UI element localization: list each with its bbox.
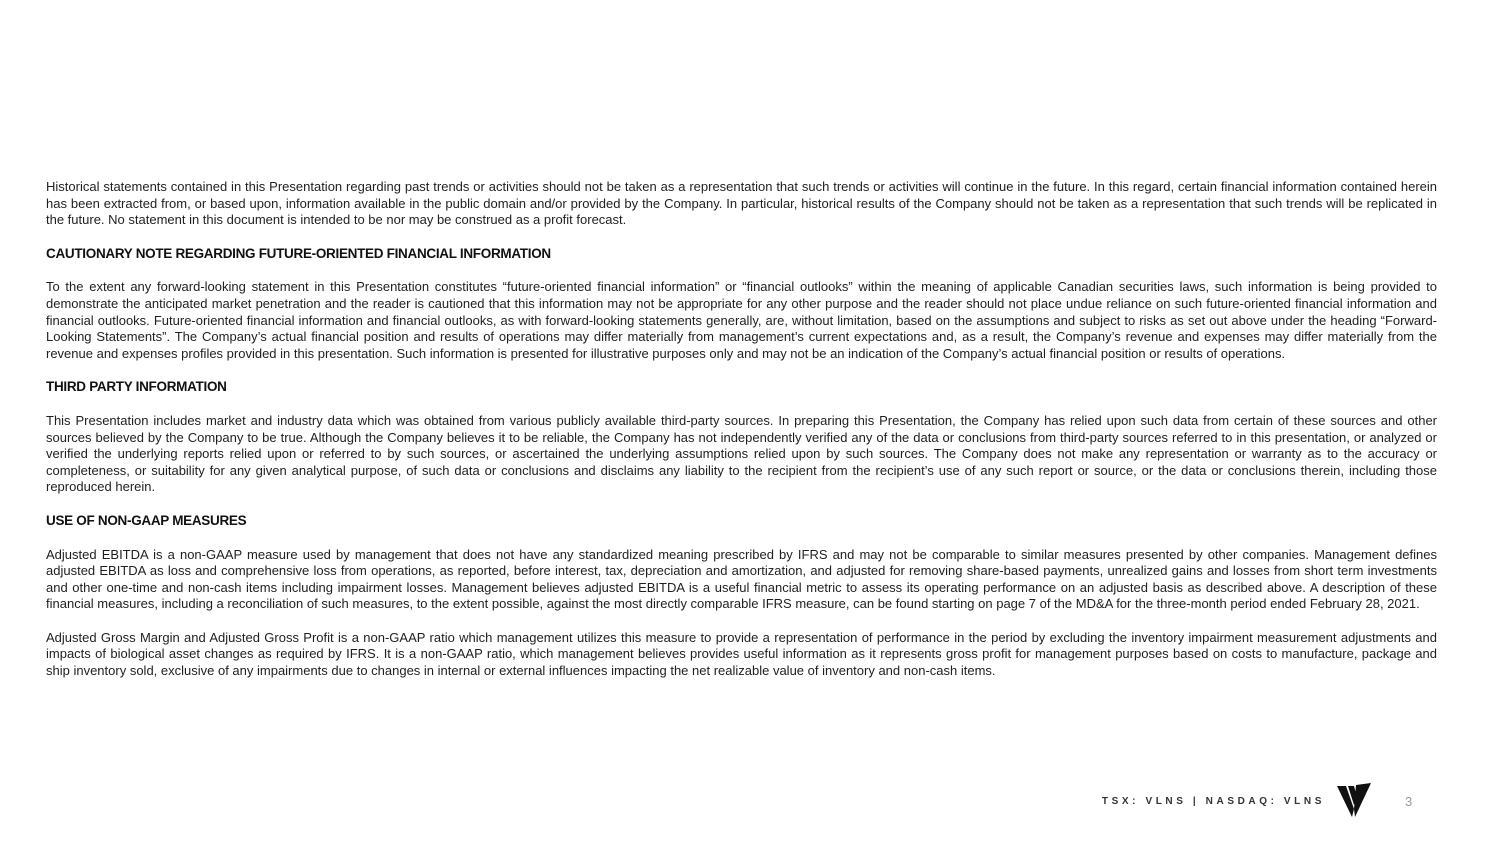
non-gaap-paragraph-gross-margin: Adjusted Gross Margin and Adjusted Gross Profit is a non-GAAP ratio which management utilizes this measure to provide a representation of performance in the period by excluding the inventory impairment measurement adjustments and impacts of biological asset changes as required by IFRS. It is a non-GAAP ratio, which management believes provides useful information as it represents gross profit for management purposes based on costs to manufacture, package and ship inventory sold, exclusive of any impairments due to changes in internal or external influences impacting the net realizable value of inventory and non-cash items. [46,629,1437,679]
historical-statements-paragraph: Historical statements contained in this Presentation regarding past trends or activities should not be taken as a representation that such trends or activities will continue in the future. In this regard, certain financial information contained herein has been extracted from, or based upon, information available in the public domain and/or provided by the Company. In particular, historical results of the Company should not be taken as a representation that such trends will be replicated in the future. No statement in this document is intended to be nor may be construed as a profit forecast. [46,179,1437,228]
fofi-paragraph: To the extent any forward-looking statement in this Presentation constitutes “future-oriented financial information” or “financial outlooks” within the meaning of applicable Canadian securities laws, such information is being provided to demonstrate the anticipated market penetration and the reader is cautioned that this information may not be appropriate for any other purpose and the reader should not place undue reliance on such future-oriented financial information and financial outlooks. Future-oriented financial information and financial outlooks, as with forward-looking statements generally, are, without limitation, based on the assumptions and subject to risks as set out above under the heading “Forward-Looking Statements”. The Company’s actual financial position and results of operations may differ materially from management’s current expectations and, as a result, the Company’s revenue and expenses may differ materially from the revenue and expenses profiles provided in this presentation. Such information is presented for illustrative purposes only and may not be an indication of the Company’s actual financial position or results of operations. [46,279,1437,361]
fofi-heading: CAUTIONARY NOTE REGARDING FUTURE-ORIENTED FINANCIAL INFORMATION [46,245,551,261]
third-party-heading: THIRD PARTY INFORMATION [46,379,227,395]
page-number: 3 [1405,794,1413,809]
non-gaap-paragraph-ebitda: Adjusted EBITDA is a non-GAAP measure used by management that does not have any standardized meaning prescribed by IFRS and may not be comparable to similar measures presented by other companies. Management defines adjusted EBITDA as loss and comprehensive loss from operations, as reported, before interest, tax, depreciation and amortization, and adjusted for removing share-based payments, unrealized gains and losses from short term investments and other one-time and non-cash items including impairment losses. Management believes adjusted EBITDA is a useful financial metric to assess its operating performance on an adjusted basis as described above. A description of these financial measures, including a reconciliation of such measures, to the extent possible, against the most directly comparable IFRS measure, can be found starting on page 7 of the MD&A for the three-month period ended February 28, 2021. [46,546,1437,612]
third-party-paragraph: This Presentation includes market and industry data which was obtained from various publicly available third-party sources. In preparing this Presentation, the Company has relied upon such data from certain of these sources and other sources believed by the Company to be true. Although the Company believes it to be reliable, the Company has not independently verified any of the data or conclusions from third-party sources referred to in this presentation, or analyzed or verified the underlying reports relied upon or referred to by such sources, or ascertained the underlying assumptions relied upon by such sources. The Company does not make any representation or warranty as to the accuracy or completeness, or suitability for any given analytical purpose, of such data or conclusions and disclaims any liability to the recipient from the recipient’s use of any such report or source, or the data or conclusions therein, including those reproduced herein. [46,412,1437,495]
non-gaap-heading: USE OF NON-GAAP MEASURES [46,512,247,528]
document-body [46,179,1437,680]
v-logo-icon [1337,783,1371,819]
stock-ticker: TSX: VLNS | NASDAQ: VLNS [1101,796,1325,807]
